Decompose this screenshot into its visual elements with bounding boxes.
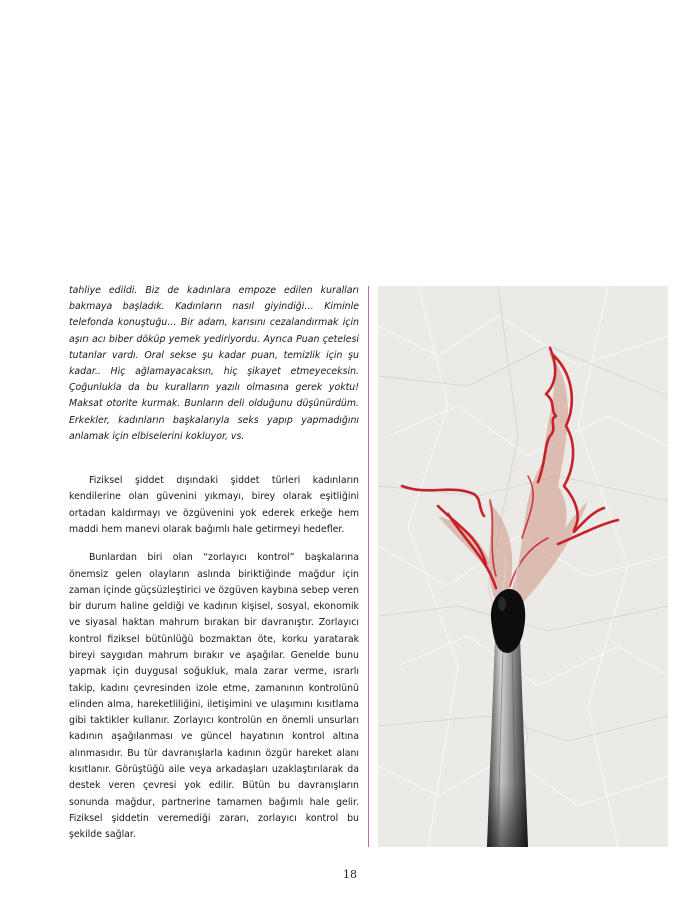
paragraph-1: Fiziksel şiddet dışındaki şiddet türleri kadınların kendilerine olan güvenini yıkmayı, birey olarak eşitliğini ortadan kaldırmayı ve özgüvenini yok ederek erkeğe hem maddi hem manevi olarak bağımlı hale getirmeyi hedefler. — [69, 475, 359, 535]
body-text — [69, 473, 359, 844]
paragraph-2: Bunlardan biri olan “zorlayıcı kontrol” başkalarına önemsiz gelen olayların aslında biriktiğinde mağdur için zaman içinde güçsüzleştirici ve özgüven kaybına sebep veren bir durum haline geldiği ve kadının kişisel, sosyal, ekonomik ve siyasal haktan mahrum bırakan bir davranıştır. Zorlayıcı kontrol fiziksel bütünlüğü bozmaktan öte, korku yaratarak bireyi saygıdan mahrum bırakır ve aşağılar. Genelde bunu yapmak için duygusal soğukluk, mala zarar verme, ısrarlı takip, kadını çevresinden izole etme, zamanının kontrolünü elinden alma, hareketliliğini, iletişimini ve ulaşımını kısıtlama gibi taktikler kullanır. Zorlayıcı kontrolün en önemli unsurları kadının aşağılanması ve güncel hayatının kontrol altına alınmasıdır. Bu tür davranışlarla kadının özgür hareket alanı kısıtlanır. Görüştüğü aile veya arkadaşları uzaklaştırılarak da destek veren çevresi yok edilir. Bütün bu davranışların sonunda mağdur, partnerine tamamen bağımlı hale gelir. Fiziksel şiddetin veremediği zararı, zorlayıcı kontrol bu şekilde sağlar. — [69, 552, 359, 841]
match-illustration — [378, 286, 668, 847]
page-number: 18 — [343, 868, 357, 881]
quote-text: tahliye edildi. Biz de kadınlara empoze edilen kuralları bakmaya başladık. Kadınların nasıl giyindiği… Kiminle telefonda konuştuğu… Bir adam, karısını cezalandırmak için aşırı acı biber döküp yemek yediriyordu. Ayrıca Puan çetelesi tutanlar vardı. Oral sekse şu kadar puan, temizlik için şu kadar.. Hiç ağlamayacaksın, hiç şikayet etmeyeceksin. Çoğunlukla da bu kuralların yazılı olmasına gerek yoktu! Maksat otorite kurmak. Bunların deli olduğunu düşünürdüm. Erkekler, kadınların başkalarıyla seks yapıp yapmadığını anlamak için elbiselerini kokluyor, vs. — [69, 285, 359, 442]
column-divider — [368, 286, 369, 847]
text-column — [69, 283, 359, 844]
burning-match-with-face-flames-icon — [378, 286, 668, 847]
quote-block — [69, 283, 359, 445]
